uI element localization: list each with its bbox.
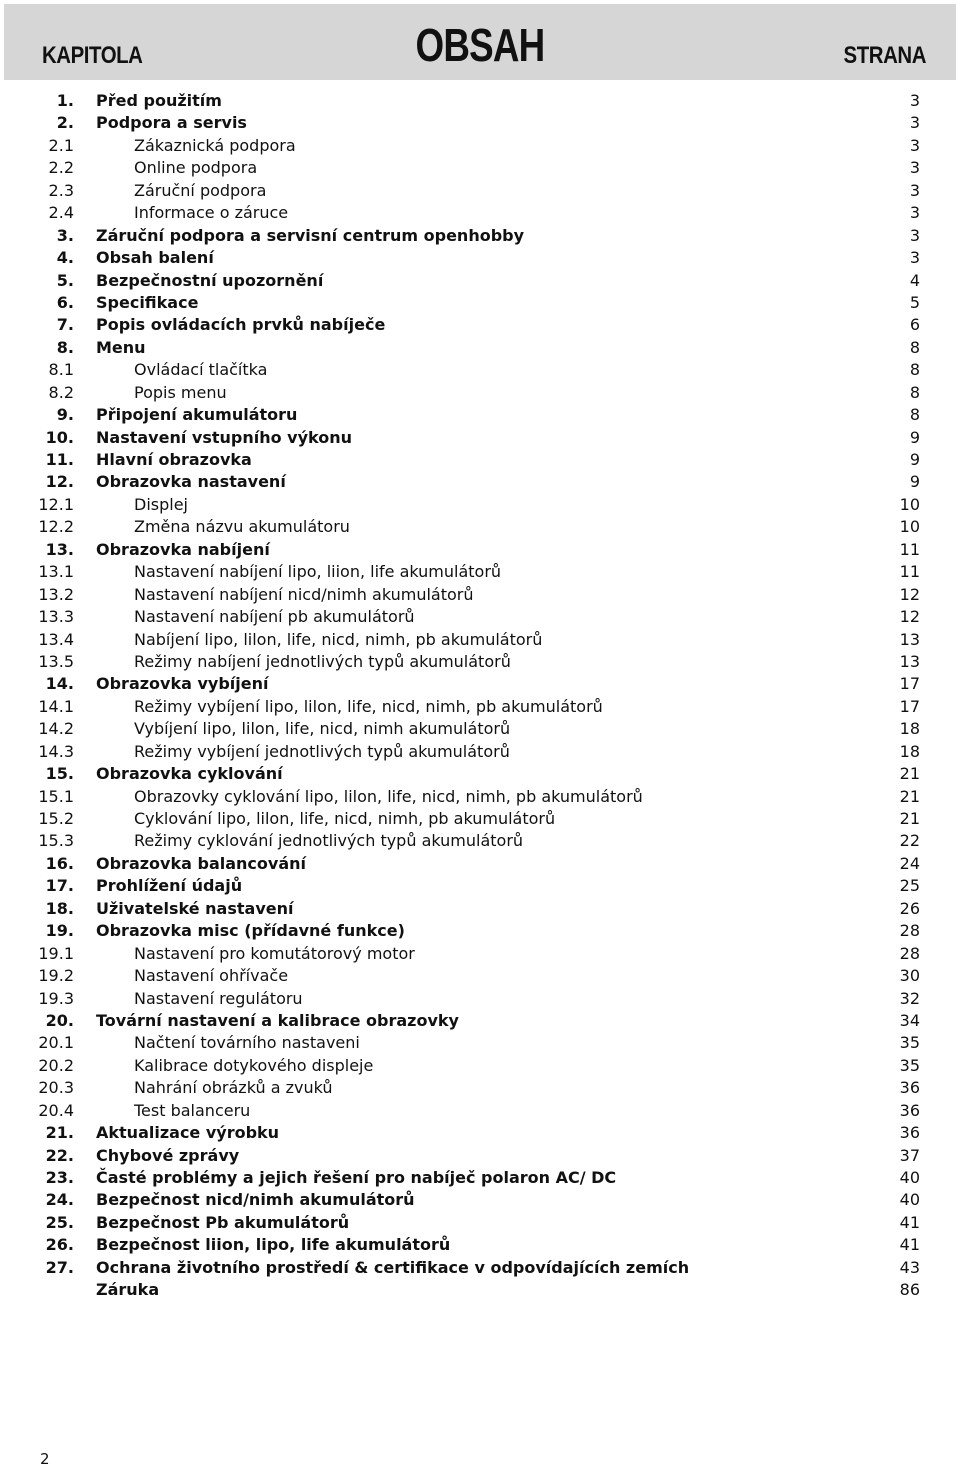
toc-entry-number: 20.3 [38,1078,74,1098]
toc-entry-title: Režimy nabíjení jednotlivých typů akumulátorů [134,651,511,671]
toc-entry-page: 21 [899,809,920,828]
toc-entry-title: Režimy cyklování jednotlivých typů akumulátorů [134,831,524,851]
toc-entry-number: 13.4 [38,629,74,649]
toc-entry-number: 6. [56,292,74,312]
toc-entry-title: Podpora a servis [96,113,247,133]
toc-entry-title: Cyklování lipo, lilon, life, nicd, nimh, pb akumulátorů [134,809,556,828]
toc-entry[interactable] [0,853,960,875]
toc-entry[interactable] [0,696,960,718]
chapter-column-label: KAPITOLA [42,42,143,69]
toc-entry[interactable] [0,1167,960,1189]
toc-entry-page: 43 [899,1257,920,1277]
toc-entry-number: 15.3 [38,831,74,851]
toc-entry-number: 26. [45,1235,74,1255]
toc-entry-number: 14.3 [38,741,74,761]
toc-entry-number: 15.2 [38,809,74,828]
toc-entry-number: 5. [56,270,74,290]
toc-entry[interactable] [0,90,960,112]
toc-entry-number: 14.2 [38,719,74,739]
toc-entry-number: 22. [45,1145,74,1165]
toc-entry-title: Obrazovka cyklování [96,764,283,784]
toc-entry[interactable] [0,494,960,516]
toc-entry[interactable] [0,943,960,965]
toc-entry[interactable] [0,112,960,134]
toc-entry-number: 2.4 [48,203,74,223]
toc-entry[interactable] [0,337,960,359]
toc-entry-number: 19.3 [38,988,74,1008]
toc-entry[interactable] [0,629,960,651]
toc-entry-title: Nastavení vstupního výkonu [96,427,352,447]
toc-entry[interactable] [0,1212,960,1234]
toc-entry-page: 5 [909,292,920,312]
toc-entry-page: 28 [899,943,920,963]
toc-entry[interactable] [0,292,960,314]
toc-entry[interactable] [0,1010,960,1032]
toc-entry[interactable] [0,202,960,224]
toc-entry-title: Nastavení regulátoru [134,988,303,1008]
toc-entry-title: Ochrana životního prostředí & certifikace v odpovídajících zemích [96,1257,690,1277]
toc-entry-title: Online podpora [134,158,258,178]
toc-entry[interactable] [0,314,960,336]
toc-entry[interactable] [0,1032,960,1054]
toc-entry-title: Kalibrace dotykového displeje [134,1055,374,1075]
toc-entry-page: 6 [909,315,920,335]
toc-entry-title: Připojení akumulátoru [96,405,298,425]
toc-entry[interactable] [0,920,960,942]
toc-entry-page: 35 [899,1033,920,1053]
toc-entry[interactable] [0,157,960,179]
toc-entry[interactable] [0,786,960,808]
toc-entry-number: 16. [45,853,74,873]
toc-entry[interactable] [0,1145,960,1167]
toc-entry-number: 21. [45,1123,74,1143]
toc-entry[interactable] [0,988,960,1010]
toc-entry[interactable] [0,965,960,987]
toc-entry[interactable] [0,270,960,292]
toc-entry-number: 10. [45,427,74,447]
toc-entry-title: Záruka [96,1280,160,1300]
toc-entry[interactable] [0,180,960,202]
toc-entry[interactable] [0,584,960,606]
toc-entry-number: 17. [45,876,74,896]
toc-entry-title: Aktualizace výrobku [96,1123,280,1143]
toc-entry-number: 23. [45,1168,74,1187]
toc-entry-page: 8 [909,360,920,380]
toc-entry-title: Nastavení nabíjení nicd/nimh akumulátorů [134,584,474,604]
toc-entry[interactable] [0,718,960,740]
toc-entry[interactable] [0,1077,960,1099]
toc-entry-number: 2.1 [48,135,74,155]
toc-entry-title: Nastavení pro komutátorový motor [134,943,415,963]
toc-entry-page: 3 [909,135,920,155]
toc-entry-title: Obrazovka vybíjení [96,674,269,694]
toc-entry-number: 20.1 [38,1033,74,1053]
toc-entry-page: 86 [899,1280,920,1300]
toc-entry[interactable] [0,1122,960,1144]
toc-entry[interactable] [0,1234,960,1256]
toc-entry-number: 13.3 [38,607,74,627]
toc-entry-page: 21 [899,786,920,806]
toc-entry-page: 28 [899,921,920,941]
toc-entry-page: 8 [909,382,920,402]
toc-entry[interactable] [0,404,960,426]
toc-entry[interactable] [0,382,960,404]
toc-entry-page: 36 [899,1078,920,1098]
toc-entry-page: 21 [899,764,920,784]
toc-entry-number: 12. [45,472,74,492]
toc-entry[interactable] [0,808,960,830]
toc-entry-title: Nabíjení lipo, lilon, life, nicd, nimh, pb akumulátorů [134,629,543,649]
toc-entry-title: Chybové zprávy [96,1145,240,1165]
toc-entry-number: 4. [56,248,74,268]
toc-entry-page: 3 [909,113,920,133]
toc-header [4,4,956,80]
toc-entry[interactable] [0,875,960,897]
toc-entry[interactable] [0,651,960,673]
toc-entry-title: Popis menu [134,382,227,402]
toc-entry-title: Specifikace [96,292,199,312]
toc-entry-number: 13. [45,539,74,559]
toc-entry-page: 9 [909,427,920,447]
toc-entry[interactable] [0,673,960,695]
toc-entry[interactable] [0,247,960,269]
toc-entry-title: Nastavení nabíjení pb akumulátorů [134,607,415,627]
toc-entry[interactable] [0,471,960,493]
page-title: OBSAH [415,19,545,71]
toc-entry-page: 36 [899,1123,920,1143]
toc-entry-page: 9 [909,472,920,492]
toc-entry[interactable] [0,1055,960,1077]
toc-entry-page: 24 [899,853,920,873]
toc-entry-title: Bezpečnost nicd/nimh akumulátorů [96,1190,415,1210]
toc-entry[interactable] [0,516,960,538]
toc-entry[interactable] [0,741,960,763]
toc-entry-page: 10 [899,517,920,537]
toc-entry-title: Záruční podpora [134,180,267,200]
toc-entry[interactable] [0,1100,960,1122]
toc-entry-number: 15. [45,764,74,784]
toc-entry-title: Časté problémy a jejich řešení pro nabíječ polaron AC/ DC [96,1168,617,1187]
toc-entry-title: Záruční podpora a servisní centrum openhobby [96,225,525,245]
toc-entry-title: Obrazovka nastavení [96,472,286,492]
toc-entry-number: 3. [56,225,74,245]
toc-entry-page: 3 [909,158,920,178]
toc-entry-page: 3 [909,91,920,110]
toc-entry[interactable] [0,898,960,920]
toc-entry-title: Bezpečnost liion, lipo, life akumulátorů [96,1235,451,1255]
toc-entry-number: 11. [45,450,74,469]
toc-entry-page: 11 [899,539,920,559]
toc-entry[interactable] [0,427,960,449]
toc-entry-page: 3 [909,248,920,268]
toc-entry-title: Bezpečnostní upozornění [96,270,324,290]
toc-entry-title: Režimy vybíjení lipo, lilon, life, nicd, nimh, pb akumulátorů [134,696,603,716]
toc-entry-page: 36 [899,1100,920,1120]
toc-entry-number: 8.2 [48,382,74,402]
toc-entry-title: Popis ovládacích prvků nabíječe [96,315,386,335]
toc-entry-number: 27. [45,1257,74,1277]
toc-entry-page: 13 [899,651,920,671]
toc-entry-page: 18 [899,741,920,761]
toc-entry-title: Uživatelské nastavení [96,898,294,918]
toc-entry-title: Prohlížení údajů [96,876,243,896]
toc-entry[interactable] [0,763,960,785]
toc-entry-page: 26 [899,898,920,918]
toc-entry-page: 32 [899,988,920,1008]
toc-entry-number: 14.1 [38,696,74,716]
toc-entry-number: 1. [56,91,74,110]
toc-entry-page: 4 [909,270,920,290]
toc-entry-page: 41 [899,1235,920,1255]
toc-entry-page: 3 [909,203,920,223]
toc-entry-page: 35 [899,1055,920,1075]
toc-entry-number: 20.2 [38,1055,74,1075]
toc-entry-title: Načtení továrního nastaveni [134,1033,360,1053]
toc-entry-number: 15.1 [38,786,74,806]
toc-entry-page: 9 [909,450,920,469]
toc-entry-number: 13.1 [38,562,74,582]
toc-entry-number: 8.1 [48,360,74,380]
toc-entry[interactable] [0,606,960,628]
toc-entry-title: Test balanceru [134,1100,251,1120]
toc-entry-title: Tovární nastavení a kalibrace obrazovky [96,1010,459,1030]
toc-entry[interactable] [0,1279,960,1301]
toc-entry-number: 8. [56,337,74,357]
toc-entry-title: Bezpečnost Pb akumulátorů [96,1212,350,1232]
toc-entry-number: 2.2 [48,158,74,178]
toc-entry-title: Zákaznická podpora [134,135,296,155]
toc-entry[interactable] [0,1189,960,1211]
toc-entry[interactable] [0,449,960,471]
toc-entry-number: 24. [45,1190,74,1210]
toc-entry-page: 25 [899,876,920,896]
toc-entry-number: 19. [45,921,74,941]
toc-entry-number: 18. [45,898,74,918]
toc-entry-title: Informace o záruce [134,203,289,223]
toc-entry[interactable] [0,830,960,852]
toc-entry-title: Před použitím [96,91,222,110]
toc-entry-number: 13.2 [38,584,74,604]
toc-entry-page: 41 [899,1212,920,1232]
toc-entry-number: 7. [56,315,74,335]
toc-entry-number: 14. [45,674,74,694]
toc-entry[interactable] [0,225,960,247]
toc-entry-page: 18 [899,719,920,739]
table-of-contents [0,90,960,1302]
toc-entry-number: 19.1 [38,943,74,963]
toc-entry-title: Vybíjení lipo, lilon, life, nicd, nimh akumulátorů [134,719,511,739]
toc-entry-number: 20. [45,1010,74,1030]
toc-entry[interactable] [0,539,960,561]
toc-entry-page: 3 [909,225,920,245]
page-number: 2 [40,1450,50,1468]
toc-entry-title: Hlavní obrazovka [96,450,252,469]
toc-entry-page: 17 [899,674,920,694]
toc-entry-title: Menu [96,337,146,357]
toc-entry-number: 25. [45,1212,74,1232]
toc-entry-number: 12.2 [38,517,74,537]
toc-entry-title: Obrazovka balancování [96,853,306,873]
toc-entry[interactable] [0,561,960,583]
toc-entry-number: 12.1 [38,494,74,514]
toc-entry-page: 40 [899,1190,920,1210]
toc-entry-page: 12 [899,584,920,604]
toc-entry-number: 2.3 [48,180,74,200]
toc-entry-page: 3 [909,180,920,200]
toc-entry-title: Obsah balení [96,248,214,268]
toc-entry-page: 34 [899,1010,920,1030]
toc-entry-page: 8 [909,337,920,357]
toc-entry-page: 11 [899,562,920,582]
toc-entry-page: 40 [899,1168,920,1187]
toc-entry-page: 8 [909,405,920,425]
toc-entry-number: 19.2 [38,966,74,986]
toc-entry-title: Nastavení nabíjení lipo, liion, life akumulátorů [134,562,502,582]
toc-entry-page: 13 [899,629,920,649]
toc-entry[interactable] [0,135,960,157]
toc-entry-title: Displej [134,494,188,514]
toc-entry-page: 17 [899,696,920,716]
toc-entry-title: Obrazovka misc (přídavné funkce) [96,921,405,941]
toc-entry-page: 10 [899,494,920,514]
toc-entry-title: Režimy vybíjení jednotlivých typů akumulátorů [134,741,510,761]
toc-entry-page: 12 [899,607,920,627]
toc-entry-number: 20.4 [38,1100,74,1120]
toc-entry-title: Nastavení ohřívače [134,966,289,986]
toc-entry-title: Obrazovka nabíjení [96,539,270,559]
toc-entry-page: 37 [899,1145,920,1165]
toc-entry-title: Ovládací tlačítka [134,360,268,380]
toc-entry-number: 9. [56,405,74,425]
toc-entry-number: 2. [56,113,74,133]
toc-entry-title: Nahrání obrázků a zvuků [134,1078,333,1098]
toc-entry-number: 13.5 [38,651,74,671]
toc-entry-title: Obrazovky cyklování lipo, lilon, life, nicd, nimh, pb akumulátorů [134,786,643,806]
toc-entry[interactable] [0,1257,960,1279]
toc-entry-title: Změna názvu akumulátoru [134,517,350,537]
toc-entry-page: 30 [899,966,920,986]
page-column-label: STRANA [843,42,926,69]
toc-entry[interactable] [0,359,960,381]
toc-entry-page: 22 [899,831,920,851]
